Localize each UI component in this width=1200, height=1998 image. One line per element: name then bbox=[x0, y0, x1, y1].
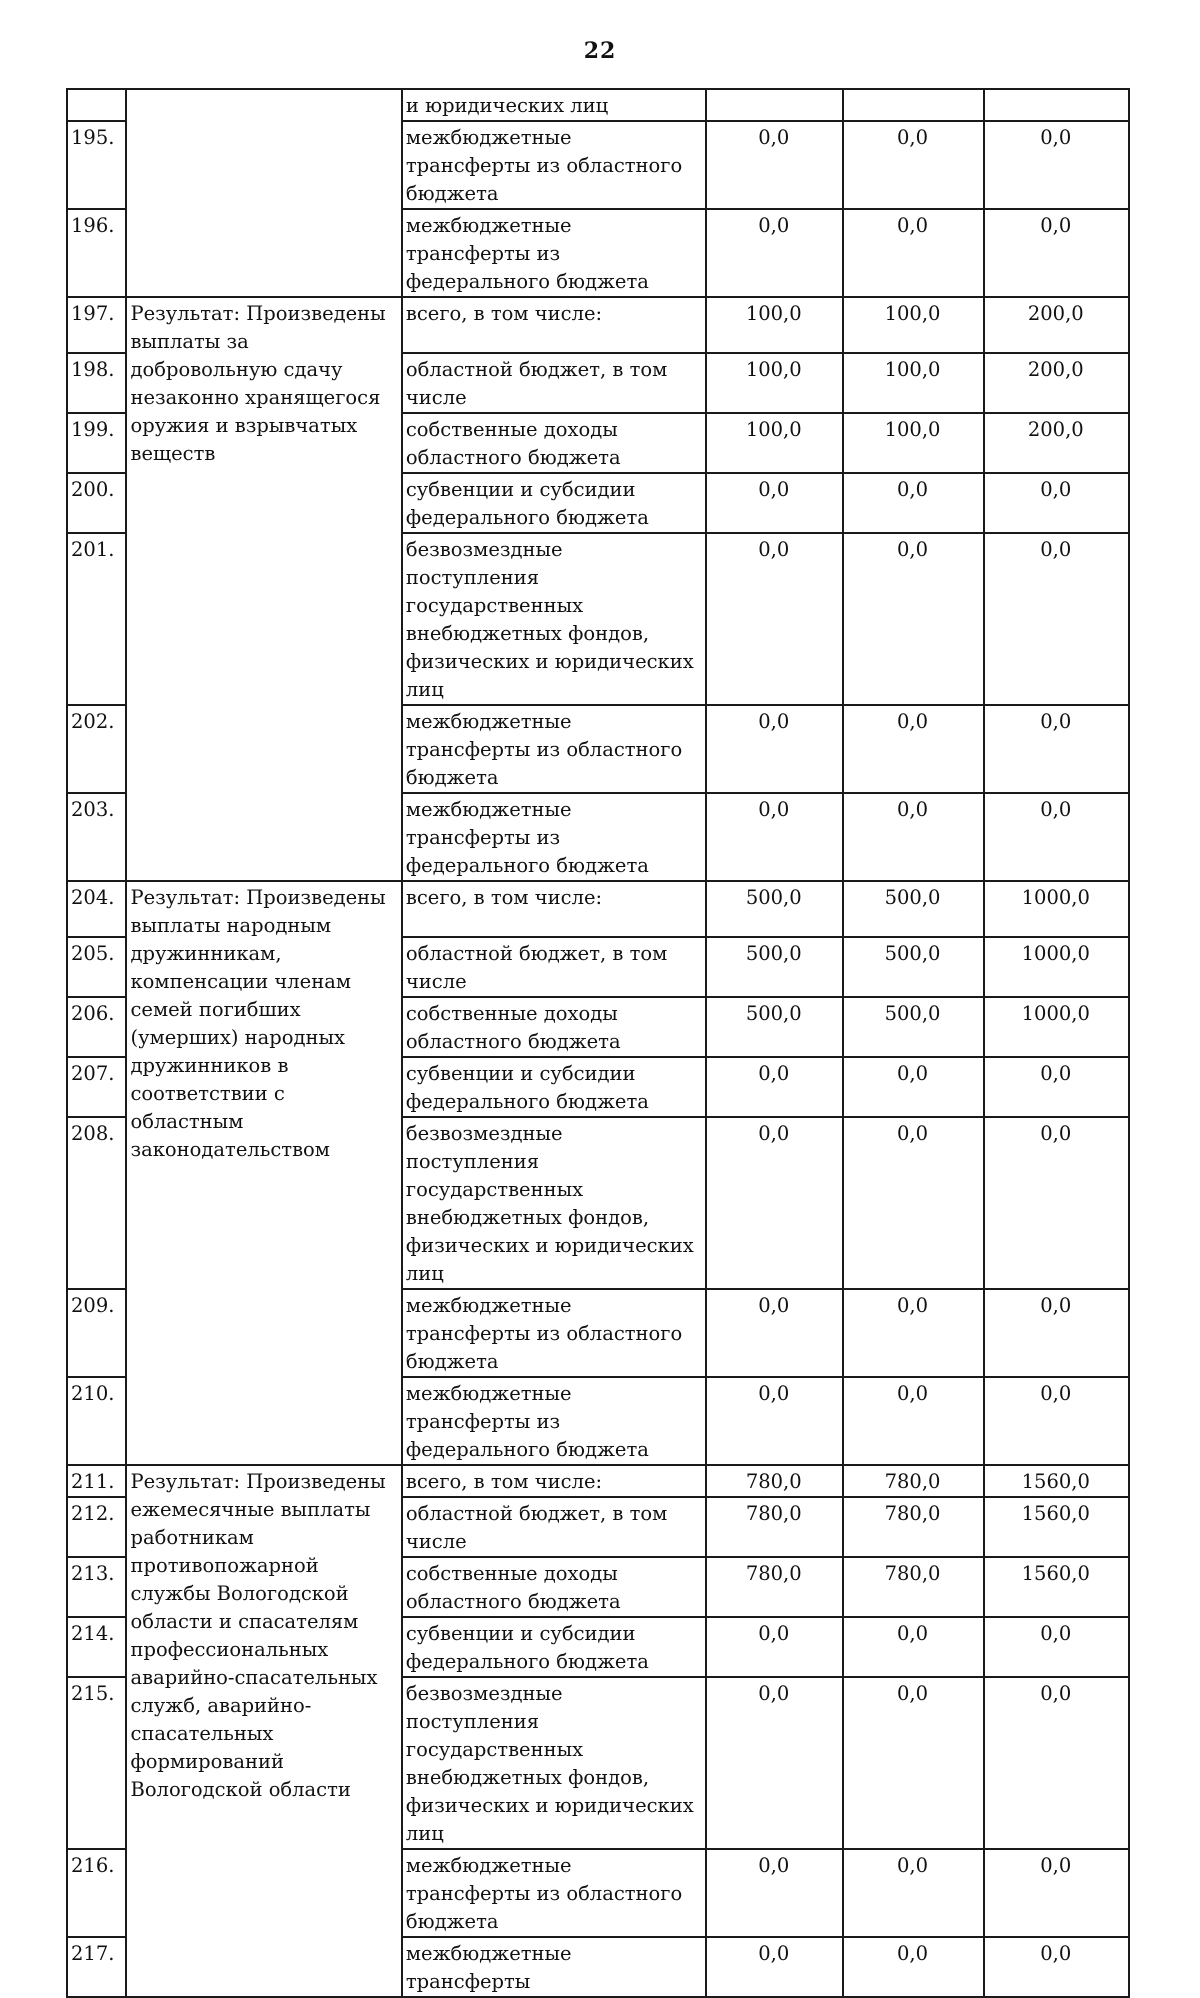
value-year-1: 0,0 bbox=[706, 473, 843, 533]
value-total: 1000,0 bbox=[984, 997, 1129, 1057]
value-total: 0,0 bbox=[984, 121, 1129, 209]
row-number: 197. bbox=[67, 297, 126, 353]
funding-source: безвозмездные поступления государственных внебюджетных фондов, физических и юридических лиц bbox=[402, 1117, 706, 1289]
value-year-2: 0,0 bbox=[843, 1289, 984, 1377]
value-total: 1560,0 bbox=[984, 1497, 1129, 1557]
value-year-1: 780,0 bbox=[706, 1497, 843, 1557]
row-number: 215. bbox=[67, 1677, 126, 1849]
budget-table-body bbox=[67, 89, 1129, 1997]
value-year-1: 500,0 bbox=[706, 997, 843, 1057]
funding-source: субвенции и субсидии федерального бюджета bbox=[402, 473, 706, 533]
value-year-2: 100,0 bbox=[843, 297, 984, 353]
row-number: 214. bbox=[67, 1617, 126, 1677]
value-total: 1560,0 bbox=[984, 1557, 1129, 1617]
result-description: Результат: Произведены выплаты народным дружинникам, компенсации членам семей погибших (умерших) народных дружинников в соответствии с областным законодательством bbox=[126, 881, 401, 1465]
funding-source: и юридических лиц bbox=[402, 89, 706, 121]
value-total: 0,0 bbox=[984, 533, 1129, 705]
value-year-2: 780,0 bbox=[843, 1497, 984, 1557]
value-year-1: 0,0 bbox=[706, 1057, 843, 1117]
funding-source: субвенции и субсидии федерального бюджета bbox=[402, 1617, 706, 1677]
value-total: 1000,0 bbox=[984, 937, 1129, 997]
value-year-1: 0,0 bbox=[706, 1377, 843, 1465]
row-number: 195. bbox=[67, 121, 126, 209]
row-number: 209. bbox=[67, 1289, 126, 1377]
table-row bbox=[67, 297, 1129, 353]
value-year-1: 0,0 bbox=[706, 793, 843, 881]
value-year-1: 0,0 bbox=[706, 1677, 843, 1849]
value-total: 200,0 bbox=[984, 413, 1129, 473]
value-year-1: 780,0 bbox=[706, 1465, 843, 1497]
row-number: 216. bbox=[67, 1849, 126, 1937]
value-total: 1560,0 bbox=[984, 1465, 1129, 1497]
row-number: 201. bbox=[67, 533, 126, 705]
value-year-2: 0,0 bbox=[843, 1117, 984, 1289]
value-year-2: 0,0 bbox=[843, 1849, 984, 1937]
value-year-2: 0,0 bbox=[843, 209, 984, 297]
value-year-2: 780,0 bbox=[843, 1465, 984, 1497]
funding-source: безвозмездные поступления государственных внебюджетных фондов, физических и юридических лиц bbox=[402, 1677, 706, 1849]
row-number: 203. bbox=[67, 793, 126, 881]
value-year-1: 0,0 bbox=[706, 1617, 843, 1677]
funding-source: всего, в том числе: bbox=[402, 881, 706, 937]
row-number: 212. bbox=[67, 1497, 126, 1557]
value-year-2: 0,0 bbox=[843, 473, 984, 533]
budget-table bbox=[66, 88, 1130, 1998]
funding-source: безвозмездные поступления государственных внебюджетных фондов, физических и юридических лиц bbox=[402, 533, 706, 705]
funding-source: межбюджетные трансферты из областного бюджета bbox=[402, 121, 706, 209]
value-total: 200,0 bbox=[984, 353, 1129, 413]
value-year-2: 0,0 bbox=[843, 1377, 984, 1465]
funding-source: межбюджетные трансферты из областного бюджета bbox=[402, 1289, 706, 1377]
value-total: 0,0 bbox=[984, 1377, 1129, 1465]
row-number: 206. bbox=[67, 997, 126, 1057]
funding-source: межбюджетные трансферты из федерального бюджета bbox=[402, 1377, 706, 1465]
row-number: 196. bbox=[67, 209, 126, 297]
funding-source: собственные доходы областного бюджета bbox=[402, 1557, 706, 1617]
row-number: 198. bbox=[67, 353, 126, 413]
result-description bbox=[126, 89, 401, 297]
table-row bbox=[67, 881, 1129, 937]
funding-source: межбюджетные трансферты из областного бюджета bbox=[402, 705, 706, 793]
funding-source: межбюджетные трансферты из федерального бюджета bbox=[402, 209, 706, 297]
funding-source: всего, в том числе: bbox=[402, 297, 706, 353]
value-year-1: 780,0 bbox=[706, 1557, 843, 1617]
value-year-1: 100,0 bbox=[706, 413, 843, 473]
funding-source: всего, в том числе: bbox=[402, 1465, 706, 1497]
funding-source: областной бюджет, в том числе bbox=[402, 1497, 706, 1557]
value-year-2: 500,0 bbox=[843, 997, 984, 1057]
value-total: 0,0 bbox=[984, 1617, 1129, 1677]
value-total: 0,0 bbox=[984, 1937, 1129, 1997]
value-year-1: 0,0 bbox=[706, 1937, 843, 1997]
row-number: 211. bbox=[67, 1465, 126, 1497]
table-row bbox=[67, 1465, 1129, 1497]
value-year-2: 0,0 bbox=[843, 1617, 984, 1677]
value-year-1: 0,0 bbox=[706, 209, 843, 297]
value-year-2: 500,0 bbox=[843, 881, 984, 937]
funding-source: собственные доходы областного бюджета bbox=[402, 413, 706, 473]
value-year-2: 780,0 bbox=[843, 1557, 984, 1617]
value-year-1: 500,0 bbox=[706, 881, 843, 937]
value-year-1: 0,0 bbox=[706, 533, 843, 705]
value-total: 0,0 bbox=[984, 1289, 1129, 1377]
row-number: 217. bbox=[67, 1937, 126, 1997]
table-row bbox=[67, 89, 1129, 121]
value-total bbox=[984, 89, 1129, 121]
value-total: 1000,0 bbox=[984, 881, 1129, 937]
row-number: 205. bbox=[67, 937, 126, 997]
value-total: 0,0 bbox=[984, 793, 1129, 881]
value-year-1: 0,0 bbox=[706, 705, 843, 793]
funding-source: областной бюджет, в том числе bbox=[402, 353, 706, 413]
value-year-2: 100,0 bbox=[843, 413, 984, 473]
funding-source: областной бюджет, в том числе bbox=[402, 937, 706, 997]
value-year-2: 0,0 bbox=[843, 705, 984, 793]
funding-source: межбюджетные трансферты из областного бюджета bbox=[402, 1849, 706, 1937]
value-year-2: 0,0 bbox=[843, 1057, 984, 1117]
value-year-1: 0,0 bbox=[706, 1117, 843, 1289]
value-total: 0,0 bbox=[984, 1057, 1129, 1117]
value-year-1: 0,0 bbox=[706, 121, 843, 209]
value-total: 0,0 bbox=[984, 1117, 1129, 1289]
value-total: 0,0 bbox=[984, 1849, 1129, 1937]
value-year-2: 0,0 bbox=[843, 1677, 984, 1849]
value-year-2: 0,0 bbox=[843, 1937, 984, 1997]
funding-source: межбюджетные трансферты из федерального бюджета bbox=[402, 793, 706, 881]
value-total: 0,0 bbox=[984, 705, 1129, 793]
value-total: 0,0 bbox=[984, 473, 1129, 533]
value-year-2: 0,0 bbox=[843, 793, 984, 881]
value-year-1: 500,0 bbox=[706, 937, 843, 997]
value-year-2: 100,0 bbox=[843, 353, 984, 413]
value-total: 200,0 bbox=[984, 297, 1129, 353]
value-year-1: 100,0 bbox=[706, 353, 843, 413]
value-year-1: 100,0 bbox=[706, 297, 843, 353]
value-year-1: 0,0 bbox=[706, 1289, 843, 1377]
row-number: 210. bbox=[67, 1377, 126, 1465]
value-year-2: 500,0 bbox=[843, 937, 984, 997]
value-total: 0,0 bbox=[984, 1677, 1129, 1849]
row-number bbox=[67, 89, 126, 121]
funding-source: собственные доходы областного бюджета bbox=[402, 997, 706, 1057]
result-description: Результат: Произведены ежемесячные выплаты работникам противопожарной службы Вологодской области и спасателям профессиональных аварийно-спасательных служб, аварийно-спасательных формирований Вологодской области bbox=[126, 1465, 401, 1997]
row-number: 200. bbox=[67, 473, 126, 533]
value-year-1 bbox=[706, 89, 843, 121]
row-number: 199. bbox=[67, 413, 126, 473]
page-number: 22 bbox=[583, 38, 617, 64]
value-total: 0,0 bbox=[984, 209, 1129, 297]
row-number: 208. bbox=[67, 1117, 126, 1289]
funding-source: межбюджетные трансферты bbox=[402, 1937, 706, 1997]
value-year-2: 0,0 bbox=[843, 533, 984, 705]
result-description: Результат: Произведены выплаты за добровольную сдачу незаконно хранящегося оружия и взрывчатых веществ bbox=[126, 297, 401, 881]
value-year-2: 0,0 bbox=[843, 121, 984, 209]
funding-source: субвенции и субсидии федерального бюджета bbox=[402, 1057, 706, 1117]
row-number: 213. bbox=[67, 1557, 126, 1617]
value-year-1: 0,0 bbox=[706, 1849, 843, 1937]
value-year-2 bbox=[843, 89, 984, 121]
row-number: 202. bbox=[67, 705, 126, 793]
row-number: 204. bbox=[67, 881, 126, 937]
row-number: 207. bbox=[67, 1057, 126, 1117]
